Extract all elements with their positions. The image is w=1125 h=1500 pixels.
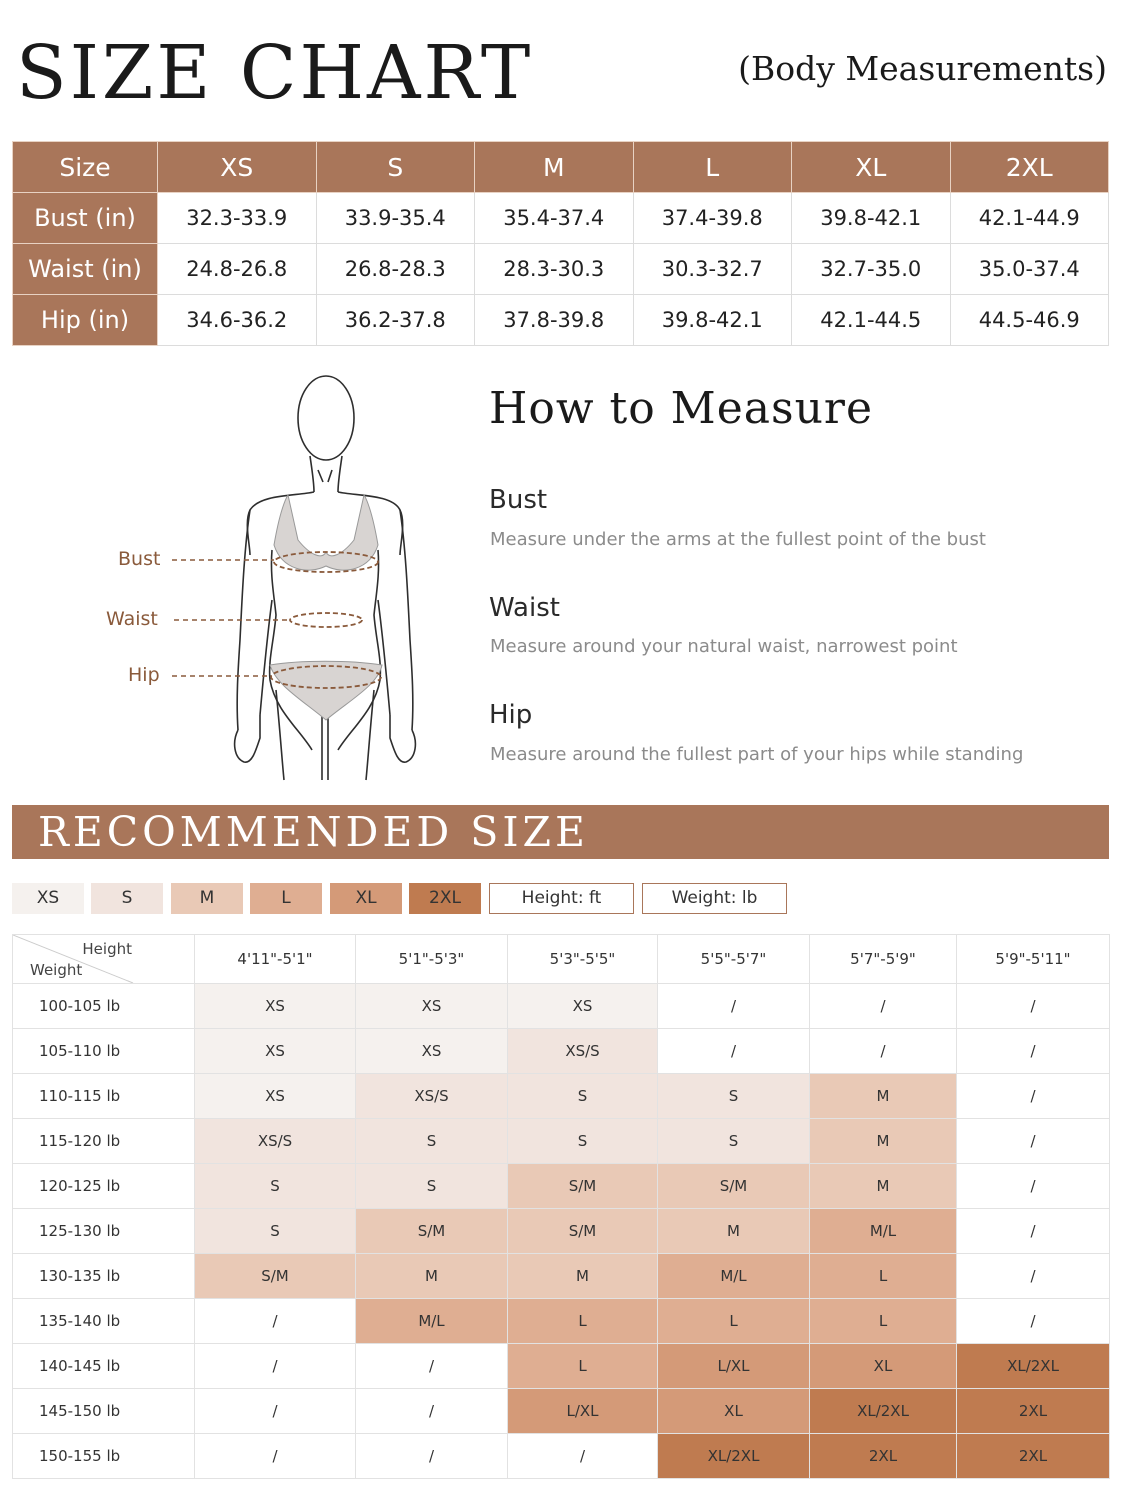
table-cell: 37.8-39.8 (475, 295, 634, 346)
size-cell: L (810, 1299, 957, 1344)
table-cell: 26.8-28.3 (316, 244, 475, 295)
size-cell: M (810, 1119, 957, 1164)
size-cell: / (508, 1434, 658, 1479)
size-cell: / (957, 1209, 1110, 1254)
table-row (13, 1074, 1110, 1119)
weight-label: 145-150 lb (13, 1389, 195, 1434)
size-cell: 2XL (957, 1434, 1110, 1479)
waist-heading: Waist (489, 593, 560, 623)
bust-description: Measure under the arms at the fullest point of the bust (490, 529, 986, 550)
weight-label: 125-130 lb (13, 1209, 195, 1254)
legend-xs: XS (12, 883, 84, 914)
size-cell: M (356, 1254, 508, 1299)
waist-row (13, 244, 1109, 295)
legend-l: L (250, 883, 322, 914)
legend-xl: XL (330, 883, 402, 914)
size-header: Size (13, 142, 158, 193)
size-cell: L (508, 1299, 658, 1344)
table-cell: 44.5-46.9 (950, 295, 1109, 346)
corner-weight-label: Weight (30, 961, 83, 979)
weight-label: 115-120 lb (13, 1119, 195, 1164)
table-cell: 37.4-39.8 (633, 193, 792, 244)
size-cell: / (356, 1434, 508, 1479)
table-cell: 24.8-26.8 (158, 244, 317, 295)
weight-label: 100-105 lb (13, 984, 195, 1029)
page-subtitle: (Body Measurements) (738, 49, 1107, 88)
size-cell: XS/S (195, 1119, 356, 1164)
page-title: SIZE CHART (16, 30, 534, 116)
size-cell: / (810, 984, 957, 1029)
size-cell: S/M (658, 1164, 810, 1209)
table-row (13, 1299, 1110, 1344)
size-cell: / (957, 984, 1110, 1029)
weight-label: 120-125 lb (13, 1164, 195, 1209)
size-cell: M (508, 1254, 658, 1299)
size-cell: S (195, 1209, 356, 1254)
height-header: 5'5"-5'7" (658, 935, 810, 984)
table-row (13, 1434, 1110, 1479)
table-cell: 32.3-33.9 (158, 193, 317, 244)
size-cell: / (658, 984, 810, 1029)
table-row (13, 984, 1110, 1029)
corner-cell (13, 935, 195, 984)
bust-heading: Bust (489, 485, 548, 515)
size-cell: S/M (508, 1164, 658, 1209)
figure-label-waist: Waist (106, 608, 158, 630)
size-cell: M (810, 1074, 957, 1119)
size-cell: XS (195, 984, 356, 1029)
size-cell: / (356, 1389, 508, 1434)
size-cell: XL (810, 1344, 957, 1389)
size-cell: S/M (508, 1209, 658, 1254)
table-row (13, 1254, 1110, 1299)
size-cell: / (356, 1344, 508, 1389)
size-cell: S (658, 1074, 810, 1119)
waist-description: Measure around your natural waist, narrowest point (490, 636, 958, 657)
recommended-size-title: RECOMMENDED SIZE (38, 808, 589, 856)
size-cell: XS (195, 1074, 356, 1119)
size-cell: / (957, 1299, 1110, 1344)
figure-label-bust: Bust (118, 548, 161, 570)
size-cell: 2XL (810, 1434, 957, 1479)
body-table-header-row (13, 142, 1109, 193)
size-cell: / (957, 1164, 1110, 1209)
table-cell: 35.4-37.4 (475, 193, 634, 244)
body-measurement-table (12, 141, 1109, 346)
size-header-xs: XS (158, 142, 317, 193)
recommended-size-banner (12, 805, 1109, 859)
table-cell: 34.6-36.2 (158, 295, 317, 346)
size-cell: M/L (810, 1209, 957, 1254)
size-header-s: S (316, 142, 475, 193)
size-cell: / (957, 1254, 1110, 1299)
size-header-2xl: 2XL (950, 142, 1109, 193)
table-row (13, 1344, 1110, 1389)
table-cell: 32.7-35.0 (792, 244, 951, 295)
table-cell: 42.1-44.5 (792, 295, 951, 346)
size-cell: XL/2XL (957, 1344, 1110, 1389)
size-cell: / (195, 1389, 356, 1434)
height-header: 5'1"-5'3" (356, 935, 508, 984)
size-cell: L (810, 1254, 957, 1299)
height-header: 5'9"-5'11" (957, 935, 1110, 984)
size-cell: M (658, 1209, 810, 1254)
weight-label: 130-135 lb (13, 1254, 195, 1299)
size-header-l: L (633, 142, 792, 193)
size-header-m: M (475, 142, 634, 193)
size-cell: S (508, 1119, 658, 1164)
size-cell: / (957, 1029, 1110, 1074)
size-cell: M (810, 1164, 957, 1209)
size-cell: L/XL (658, 1344, 810, 1389)
body-figure-illustration (100, 370, 440, 790)
size-cell: / (195, 1299, 356, 1344)
bust-row (13, 193, 1109, 244)
recommended-size-body (13, 984, 1110, 1479)
size-cell: S (658, 1119, 810, 1164)
size-cell: XS (195, 1029, 356, 1074)
size-cell: XL/2XL (658, 1434, 810, 1479)
size-cell: XS/S (508, 1029, 658, 1074)
size-cell: XL (658, 1389, 810, 1434)
table-row (13, 1209, 1110, 1254)
size-cell: M/L (356, 1299, 508, 1344)
size-cell: / (957, 1119, 1110, 1164)
size-cell: / (658, 1029, 810, 1074)
legend-m: M (171, 883, 243, 914)
legend-s: S (91, 883, 163, 914)
row-label: Bust (in) (13, 193, 158, 244)
table-row (13, 1029, 1110, 1074)
size-cell: XS (356, 984, 508, 1029)
size-cell: / (957, 1074, 1110, 1119)
size-header-xl: XL (792, 142, 951, 193)
table-cell: 39.8-42.1 (633, 295, 792, 346)
height-header-row (13, 935, 1110, 984)
size-cell: S (508, 1074, 658, 1119)
size-cell: 2XL (957, 1389, 1110, 1434)
size-cell: S/M (356, 1209, 508, 1254)
table-cell: 42.1-44.9 (950, 193, 1109, 244)
table-cell: 33.9-35.4 (316, 193, 475, 244)
size-cell: S/M (195, 1254, 356, 1299)
table-cell: 36.2-37.8 (316, 295, 475, 346)
weight-label: 150-155 lb (13, 1434, 195, 1479)
size-cell: XS/S (356, 1074, 508, 1119)
height-header: 5'3"-5'5" (508, 935, 658, 984)
table-cell: 30.3-32.7 (633, 244, 792, 295)
size-cell: L (658, 1299, 810, 1344)
size-cell: / (195, 1434, 356, 1479)
table-cell: 28.3-30.3 (475, 244, 634, 295)
size-cell: S (356, 1164, 508, 1209)
weight-label: 105-110 lb (13, 1029, 195, 1074)
table-row (13, 1389, 1110, 1434)
how-to-measure-title: How to Measure (489, 383, 873, 434)
height-header: 4'11"-5'1" (195, 935, 356, 984)
weight-label: 135-140 lb (13, 1299, 195, 1344)
weight-label: 140-145 lb (13, 1344, 195, 1389)
recommended-size-table (12, 934, 1110, 1479)
height-header: 5'7"-5'9" (810, 935, 957, 984)
hip-row (13, 295, 1109, 346)
table-row (13, 1164, 1110, 1209)
row-label: Hip (in) (13, 295, 158, 346)
hip-description: Measure around the fullest part of your hips while standing (490, 744, 1024, 765)
size-cell: XL/2XL (810, 1389, 957, 1434)
table-cell: 35.0-37.4 (950, 244, 1109, 295)
size-cell: L/XL (508, 1389, 658, 1434)
size-cell: M/L (658, 1254, 810, 1299)
row-label: Waist (in) (13, 244, 158, 295)
weight-unit-label: Weight: lb (642, 883, 787, 914)
hip-heading: Hip (489, 700, 533, 730)
size-cell: / (195, 1344, 356, 1389)
size-cell: S (195, 1164, 356, 1209)
height-unit-label: Height: ft (489, 883, 634, 914)
table-row (13, 1119, 1110, 1164)
body-outline-icon (100, 370, 440, 790)
size-cell: L (508, 1344, 658, 1389)
legend-2xl: 2XL (409, 883, 481, 914)
size-cell: XS (508, 984, 658, 1029)
table-cell: 39.8-42.1 (792, 193, 951, 244)
corner-height-label: Height (82, 940, 132, 958)
figure-label-hip: Hip (128, 664, 160, 686)
size-cell: XS (356, 1029, 508, 1074)
size-cell: S (356, 1119, 508, 1164)
weight-label: 110-115 lb (13, 1074, 195, 1119)
size-cell: / (810, 1029, 957, 1074)
